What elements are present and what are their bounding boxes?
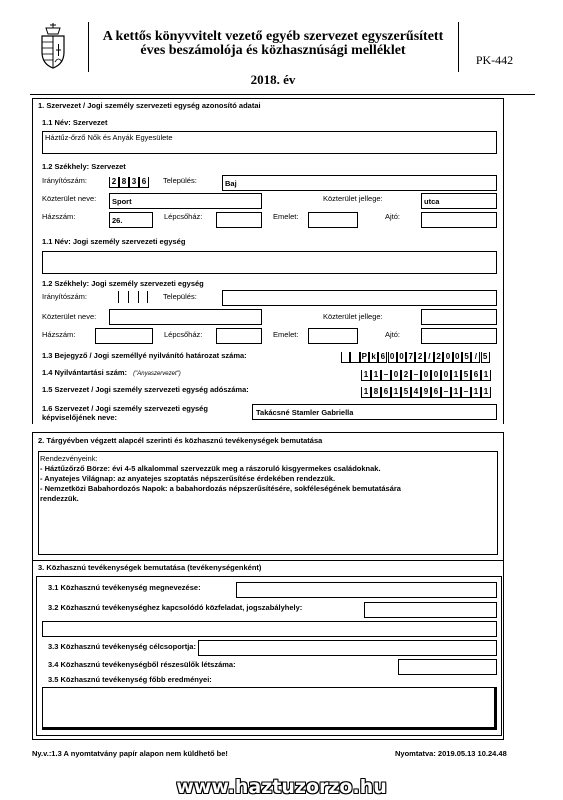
section2-title: 2. Tárgyévben végzett alapcél szerinti és közhasznú tevékenységek bemutatása (38, 436, 323, 445)
digit-cell: 0 (443, 352, 452, 363)
zip-label: Irányítószám: (42, 176, 88, 185)
digit-cell: 1 (451, 387, 461, 398)
register-number-label-text: 1.4 Nyilvántartási szám: (42, 368, 128, 377)
unit-door-label: Ajtó: (385, 330, 401, 339)
beneficiaries-label: 3.4 Közhasznú tevékenységből részesülők létszáma: (48, 660, 236, 669)
unit-house-field[interactable] (95, 328, 153, 344)
registration-label: 1.3 Bejegyző / Jogi személlyé nyilvánító határozat száma: (42, 351, 247, 360)
activities-line: - Anyatejes Világnap: az anyatejes szoptatás népszerűsítése érdekében rendezzük. (40, 474, 336, 483)
digit-cell: 1 (361, 370, 371, 381)
digit-cell: – (381, 370, 391, 381)
digit-cell: 0 (431, 370, 441, 381)
form-title (88, 30, 458, 58)
unit-seat-label: 1.2 Székhely: Jogi személy szervezeti egység (42, 279, 204, 288)
street-type-label: Közterület jellege: (323, 194, 383, 203)
digit-cell: 1 (361, 387, 371, 398)
public-task-field-2[interactable] (42, 621, 497, 637)
digit-cell: 1 (371, 370, 381, 381)
digit-cell: 0 (397, 352, 406, 363)
target-group-field[interactable] (198, 640, 497, 656)
representative-value: Takácsné Stamler Gabriella (256, 408, 354, 417)
digit-cell: 2 (434, 352, 443, 363)
digit-cell: 1 (471, 387, 481, 398)
unit-street-field[interactable] (109, 309, 262, 325)
org-name-value: Háztűz-őrző Nők és Anyák Egyesülete (45, 133, 173, 142)
digit-cell: 0 (388, 352, 397, 363)
street-label: Közterület neve: (42, 194, 97, 203)
zip-digit: 2 (109, 177, 119, 188)
digit-cell: 7 (406, 352, 415, 363)
door-label: Ajtó: (385, 212, 401, 221)
digit-cell: 8 (371, 387, 381, 398)
beneficiaries-field[interactable] (398, 659, 497, 675)
unit-name-label: 1.1 Név: Jogi személy szervezeti egység (42, 237, 186, 246)
form-title-line2: éves beszámolója és közhasznúsági melléklet (140, 43, 406, 58)
register-number-field[interactable] (361, 368, 491, 382)
activities-line: Rendezvényeink: (40, 454, 98, 463)
digit-cell: 5 (461, 370, 471, 381)
org-name-label: 1.1 Név: Szervezet (42, 118, 108, 127)
unit-street-type-label: Közterület jellege: (323, 312, 383, 321)
digit-cell: 5 (401, 387, 411, 398)
target-group-label: 3.3 Közhasznú tevékenység célcsoportja: (48, 642, 196, 651)
website-watermark: www.haztuzorzo.hu (176, 776, 387, 798)
activity-name-field[interactable] (236, 582, 497, 598)
register-number-note: ("Anyaszervezet") (133, 371, 181, 377)
representative-label-line1: 1.6 Szervezet / Jogi személy szervezeti egység (42, 404, 208, 413)
digit-cell: 4 (411, 387, 421, 398)
digit-cell: 6 (431, 387, 441, 398)
digit-cell: 5 (462, 352, 471, 363)
digit-cell: P (361, 352, 367, 361)
digit-cell: 6 (471, 370, 481, 381)
street-type-value: utca (424, 197, 440, 206)
digit-cell: 1 (481, 370, 491, 381)
digit-cell: 0 (391, 370, 401, 381)
unit-zip-label: Irányítószám: (42, 292, 88, 301)
digit-cell: 0 (421, 370, 431, 381)
house-label: Házszám: (42, 212, 76, 221)
unit-city-field[interactable] (222, 290, 497, 306)
digit-cell: / (425, 352, 434, 363)
digit-cell: 0 (453, 352, 462, 363)
digit-cell: – (411, 370, 421, 381)
activities-line: rendezzük. (40, 494, 79, 503)
digit-cell: 1 (451, 370, 461, 381)
results-field[interactable] (42, 687, 497, 730)
unit-zip-field[interactable] (118, 290, 148, 304)
digit-cell: 0 (441, 370, 451, 381)
unit-floor-field[interactable] (308, 328, 358, 344)
zip-digit: 8 (119, 177, 129, 188)
representative-label-line2: képviselőjének neve: (42, 413, 118, 422)
stair-label: Lépcsőház: (164, 212, 203, 221)
digit-cell: 9 (421, 387, 431, 398)
public-task-field-1[interactable] (364, 602, 497, 618)
digit-cell: 2 (401, 370, 411, 381)
unit-street-label: Közterület neve: (42, 312, 97, 321)
digit-cell: k (369, 352, 378, 363)
unit-floor-label: Emelet: (273, 330, 299, 339)
floor-label: Emelet: (273, 212, 299, 221)
form-year: 2018. év (250, 72, 296, 87)
tax-number-field[interactable] (361, 385, 491, 399)
stair-field[interactable] (216, 212, 262, 228)
digit-cell: 6 (381, 387, 391, 398)
digit-cell: 6 (378, 352, 387, 363)
city-label: Település: (163, 176, 197, 185)
registration-number-field[interactable] (341, 350, 491, 364)
form-title-line1: A kettős könyvvitelt vezető egyéb szervezet egyszerűsített (102, 29, 444, 44)
digit-cell: 2 (415, 352, 424, 363)
digit-cell: / (471, 352, 480, 363)
digit-cell: 1 (391, 387, 401, 398)
zip-digit: 3 (129, 177, 139, 188)
house-value: 26. (112, 216, 123, 225)
activities-line: - Nemzetközi Babahordozós Napok: a babahordozás népszerűsítésére, sokféleségének bemutatására (40, 484, 401, 493)
digit-cell: 5 (481, 352, 490, 363)
unit-street-type-field[interactable] (421, 309, 497, 325)
representative-label (42, 404, 208, 422)
results-label: 3.5 Közhasznú tevékenység főbb eredményei: (48, 675, 212, 684)
footer-note: Ny.v.:1.3 A nyomtatvány papír alapon nem küldhető be! (32, 749, 228, 758)
form-code: PK-442 (475, 53, 514, 67)
register-number-label (42, 369, 181, 377)
floor-field[interactable] (308, 212, 358, 228)
digit-cell: – (461, 387, 471, 398)
digit-cell (341, 352, 350, 363)
section1-title: 1. Szervezet / Jogi személy szervezeti egység azonosító adatai (38, 101, 261, 110)
door-field[interactable] (421, 212, 497, 228)
org-seat-label: 1.2 Székhely: Szervezet (42, 162, 126, 171)
print-timestamp: Nyomtatva: 2019.05.13 10.24.48 (395, 749, 507, 758)
digit-cell: – (441, 387, 451, 398)
activities-text (40, 454, 401, 504)
street-value: Sport (112, 197, 132, 206)
zip-field[interactable] (109, 174, 149, 188)
city-field[interactable] (222, 175, 497, 191)
coat-of-arms-icon (38, 22, 68, 70)
tax-number-label: 1.5 Szervezet / Jogi személy szervezeti egység adószáma: (42, 385, 249, 394)
public-task-label: 3.2 Közhasznú tevékenységhez kapcsolódó közfeladat, jogszabályhely: (48, 603, 303, 612)
unit-stair-label: Lépcsőház: (164, 330, 203, 339)
digit-cell: 1 (481, 387, 491, 398)
unit-city-label: Település: (163, 292, 197, 301)
digit-cell (350, 352, 359, 363)
city-value: Baj (225, 179, 237, 188)
zip-digit: 6 (139, 177, 149, 188)
unit-name-field[interactable] (42, 251, 497, 274)
activities-line: - Háztűzőrző Börze: évi 4-5 alkalommal szervezzük meg a rászoruló kisgyermekes családoknak. (40, 464, 381, 473)
section3-title: 3. Közhasznú tevékenységek bemutatása (tevékenységenként) (38, 563, 262, 572)
activity-name-label: 3.1 Közhasznú tevékenység megnevezése: (48, 583, 201, 592)
unit-stair-field[interactable] (216, 328, 262, 344)
unit-door-field[interactable] (421, 328, 497, 344)
unit-house-label: Házszám: (42, 330, 76, 339)
